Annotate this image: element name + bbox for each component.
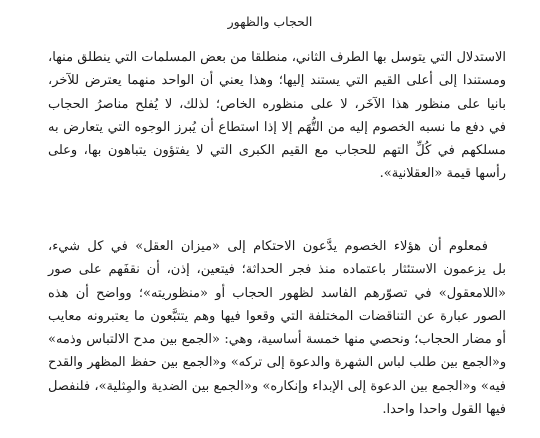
paragraph-1-line-4: في دفع ما نسبه الخصوم إليه من التُّهَم إلا إذا استطاع أن يُبرز الوجوه التي يتعارض به — [48, 119, 506, 135]
paragraph-1-line-1: الاستدلال التي يتوسل بها الطرف الثاني، منطلقا من بعض المسلمات التي ينطلق منها، — [48, 50, 506, 65]
paragraph-2-line-7: فيه» و«الجمع بين الدعوة إلى الإبداء وإنكاره» و«الجمع بين الضدية والمِثلية»، فلنفصل — [48, 378, 506, 394]
paragraph-2-line-8: فيها القول واحدا واحدا. — [382, 402, 506, 418]
paragraph-1-line-5: مسلكهم في كُلِّ التهم للحجاب مع القيم الكبرى التي لا يفتؤون يتباهون بها، وعلى — [48, 143, 506, 159]
paragraph-2-line-6: و«الجمع بين طلب لباس الشهرة والدعوة إلى تركه» و«الجمع بين حفظ المظهر والقدح — [48, 355, 506, 371]
paragraph-1-line-2: ومستندا إلى أعلى القيم التي يستند إليها؛ وهذا يعني أن الواحد منهما يعترض للآخر، — [48, 73, 506, 89]
paragraph-1 — [48, 46, 506, 186]
paragraph-2-line-4: الصور عبارة عن التناقضات المختلفة التي وقعوا فيها وهم يتتبَّعون ما يعتبرونه معايب — [48, 308, 506, 324]
paragraph-2 — [48, 235, 506, 421]
paragraph-2-line-1: فمعلوم أن هؤلاء الخصوم يدَّعون الاحتكام إلى «ميزان العقل» في كل شيء، — [48, 239, 488, 254]
paragraph-1-line-6: رأسها قيمة «العقلانية». — [379, 166, 506, 182]
running-header-title: الحجاب والظهور — [227, 14, 313, 29]
paragraph-1-line-3: بانيا على منظور هذا الآخَر، لا على منظوره الخاص؛ لذلك، لا يُفلح مناصرُ الحجاب — [48, 96, 506, 112]
paragraph-2-line-5: أو مضار الحجاب؛ ونحصي منها خمسة أساسية، وهي: «الجمع بين مدح الالتباس وذمه» — [48, 332, 506, 348]
paragraph-2-line-2: بل يزعمون الاستئثار باعتماده منذ فجر الحداثة؛ فيتعين، إذن، أن نقفَهم على صور — [48, 262, 506, 278]
paragraph-2-line-3: «اللامعقول» في تصوّرهم الفاسد لظهور الحجاب أو «منظوريته»؛ وواضح أن هذه — [48, 285, 506, 301]
